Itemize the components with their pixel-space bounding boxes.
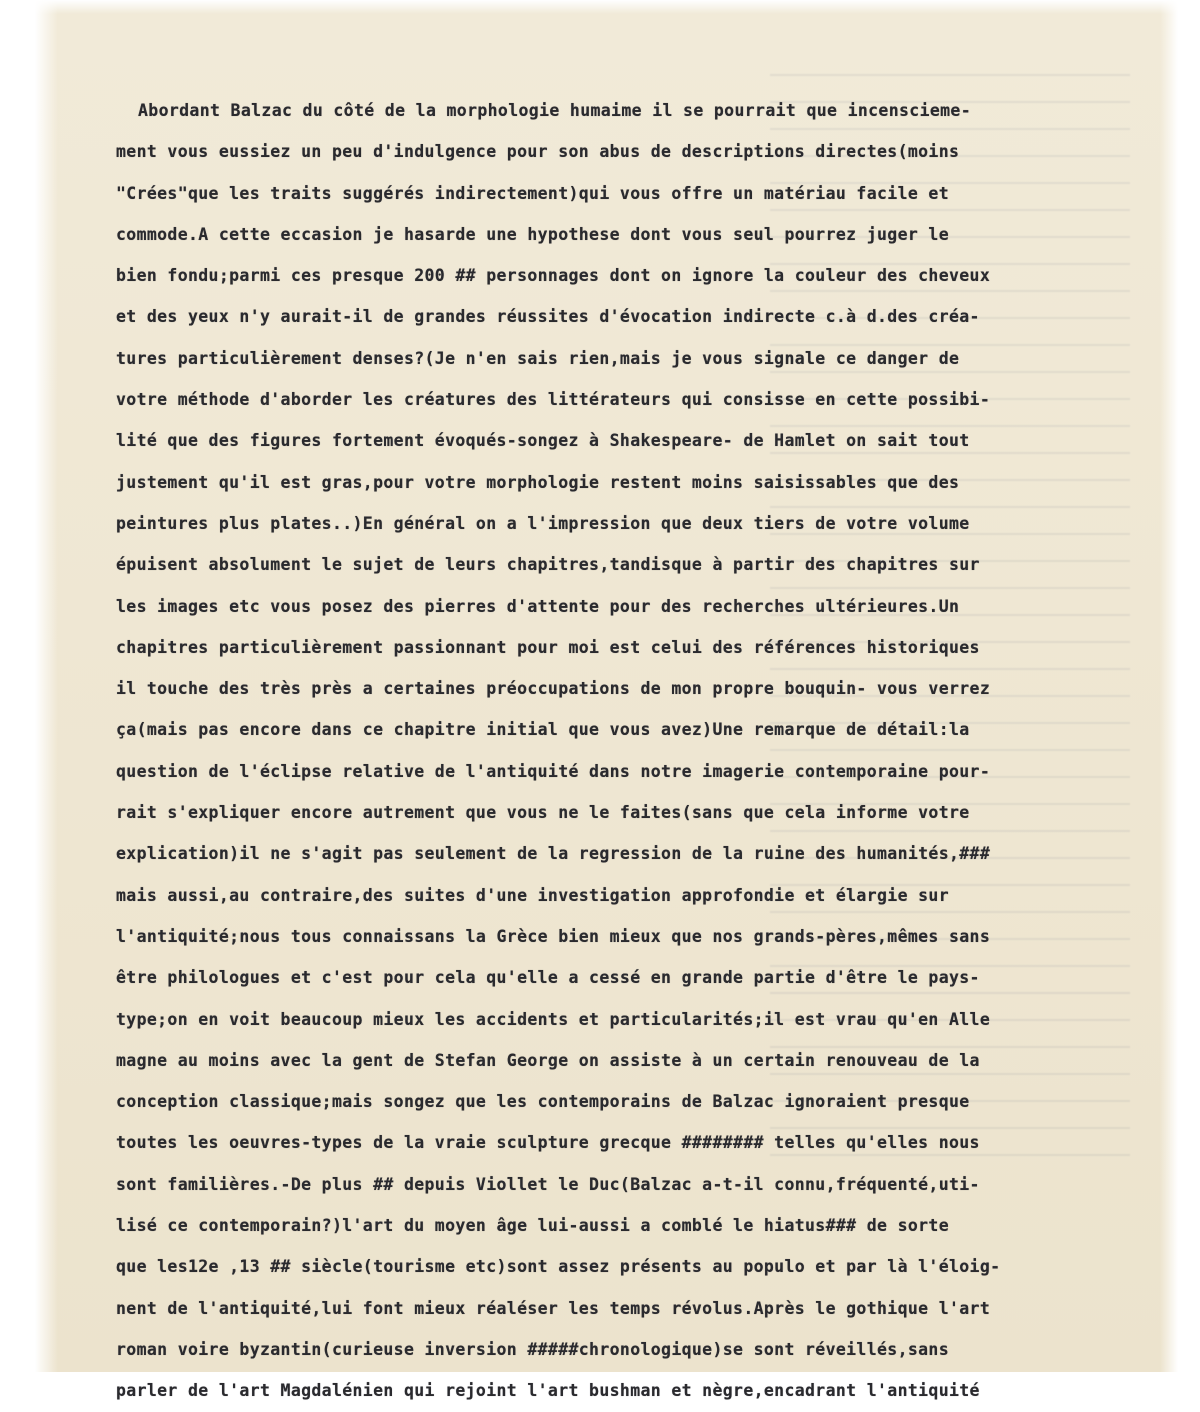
text-line: nent de l'antiquité,lui font mieux réaléser les temps révolus.Après le gothique l'art [116, 1298, 991, 1318]
paper-edge-right [1160, 0, 1200, 1372]
text-line: votre méthode d'aborder les créatures des littérateurs qui consisse en cette possibi- [116, 390, 991, 410]
text-line: que les12e ,13 ## siècle(tourisme etc)sont assez présents au populo et par là l'éloig- [116, 1257, 1001, 1277]
text-line: roman voire byzantin(curieuse inversion #####chronologique)se sont réveillés,sans [116, 1339, 949, 1359]
text-line: rait s'expliquer encore autrement que vous ne le faites(sans que cela informe votre [116, 803, 970, 823]
text-line: "Crées"que les traits suggérés indirectement)qui vous offre un matériau facile et [116, 183, 949, 203]
text-line: Abordant Balzac du côté de la morphologie humaime il se pourrait que incenscieme- [138, 101, 971, 120]
text-line: épuisent absolument le sujet de leurs chapitres,tandisque à partir des chapitres sur [116, 555, 980, 575]
text-line: mais aussi,au contraire,des suites d'une investigation approfondie et élargie sur [116, 885, 949, 905]
text-line: lisé ce contemporain?)l'art du moyen âge lui-aussi a comblé le hiatus### de sorte [116, 1216, 949, 1236]
text-line: type;on en voit beaucoup mieux les accidents et particularités;il est vrau qu'en Alle [116, 1009, 991, 1029]
paper-edge-left [0, 0, 58, 1372]
text-line: il touche des très près a certaines préoccupations de mon propre bouquin- vous verrez [116, 679, 991, 699]
text-line: question de l'éclipse relative de l'antiquité dans notre imagerie contemporaine pour- [116, 761, 991, 781]
text-line: commode.A cette eccasion je hasarde une hypothese dont vous seul pourrez juger le [116, 224, 949, 244]
text-line: bien fondu;parmi ces presque 200 ## personnages dont on ignore la couleur des cheveux [116, 266, 991, 286]
text-line: les images etc vous posez des pierres d'attente pour des recherches ultérieures.Un [116, 596, 960, 616]
text-line: ça(mais pas encore dans ce chapitre initial que vous avez)Une remarque de détail:la [116, 720, 970, 740]
text-line: sont familières.-De plus ## depuis Viollet le Duc(Balzac a-t-il connu,fréquenté,uti- [116, 1174, 980, 1194]
text-line: toutes les oeuvres-types de la vraie sculpture grecque ######## telles qu'elles nous [116, 1133, 980, 1153]
text-line: lité que des figures fortement évoqués-songez à Shakespeare- de Hamlet on sait tout [116, 431, 970, 451]
text-line: conception classique;mais songez que les contemporains de Balzac ignoraient presque [116, 1092, 970, 1112]
text-line: parler de l'art Magdalénien qui rejoint l'art bushman et nègre,encadrant l'antiquité [116, 1381, 980, 1401]
text-line: justement qu'il est gras,pour votre morphologie restent moins saisissables que des [116, 472, 960, 492]
paper-edge-top [0, 0, 1200, 14]
text-line: peintures plus plates..)En général on a l'impression que deux tiers de votre volume [116, 513, 970, 533]
text-line: explication)il ne s'agit pas seulement de la regression de la ruine des humanités,### [116, 844, 991, 864]
text-line: et des yeux n'y aurait-il de grandes réussites d'évocation indirecte c.à d.des créa- [116, 307, 980, 327]
text-line: chapitres particulièrement passionnant pour moi est celui des références historiques [116, 637, 980, 657]
text-line: l'antiquité;nous tous connaissans la Grèce bien mieux que nos grands-pères,mêmes sans [116, 926, 991, 946]
text-line: être philologues et c'est pour cela qu'elle a cessé en grande partie d'être le pays- [116, 968, 980, 988]
typed-text-body [116, 90, 1128, 1412]
text-line: magne au moins avec la gent de Stefan George on assiste à un certain renouveau de la [116, 1050, 980, 1070]
text-line: tures particulièrement denses?(Je n'en sais rien,mais je vous signale ce danger de [116, 348, 960, 368]
text-line: ment vous eussiez un peu d'indulgence pour son abus de descriptions directes(moins [116, 142, 960, 162]
